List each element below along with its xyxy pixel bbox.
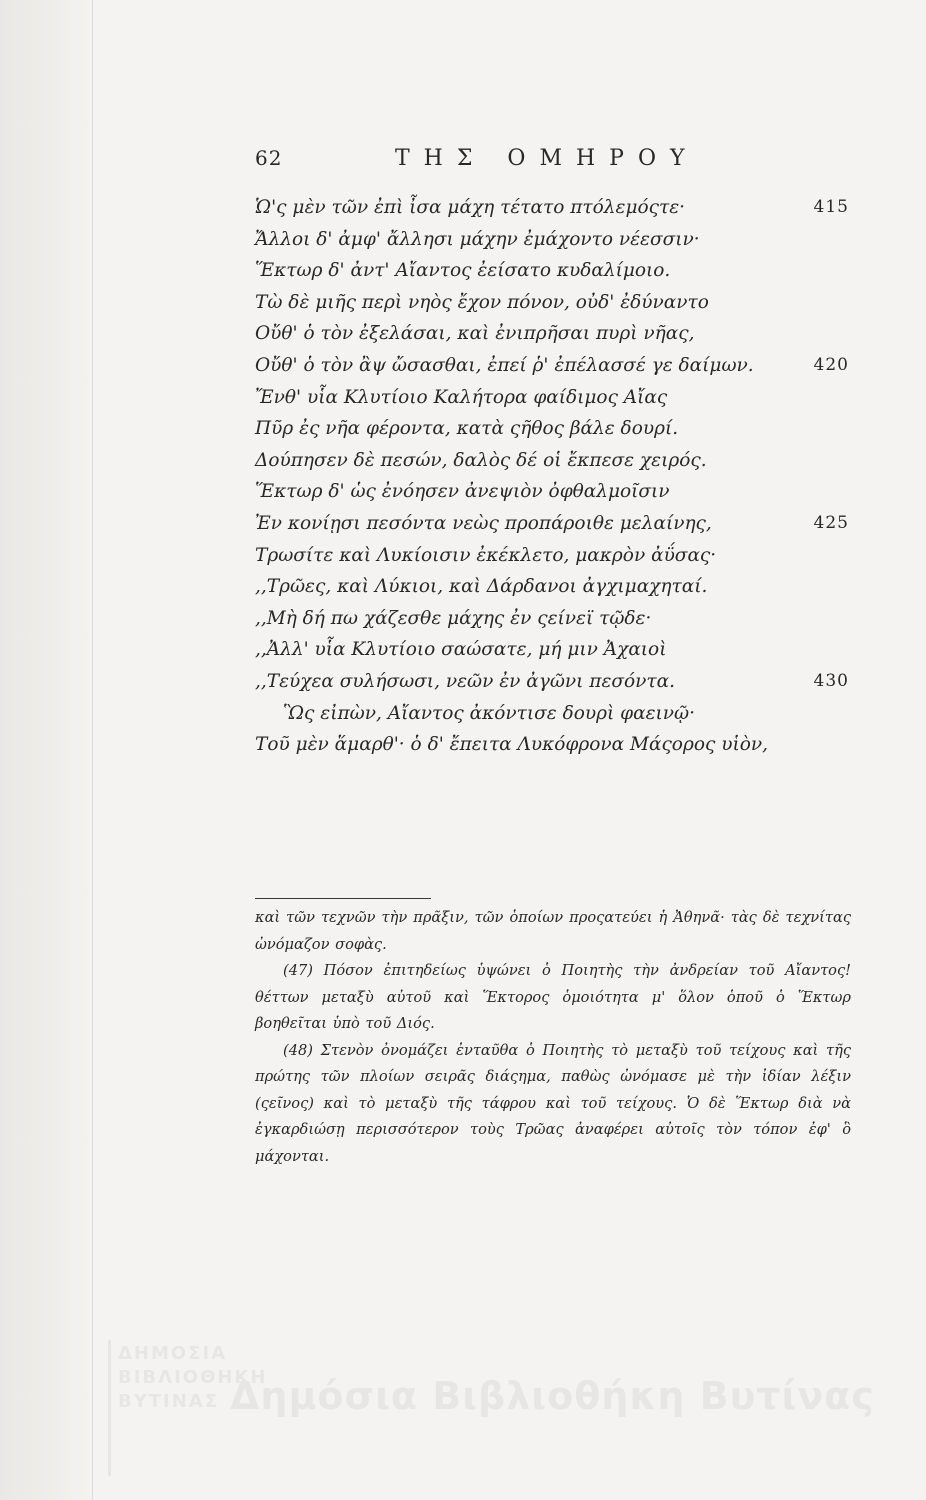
line-number: 430 (813, 670, 849, 691)
verse-line (255, 224, 855, 256)
verse-text: ,,Τεύχεα συλήσωσι, νεῶν ἐν ἀγῶνι πεσόντα. (255, 670, 675, 692)
verse-text: Ὣς εἰπὼν, Αἴαντος ἀκόντισε δουρὶ φαεινῷ· (283, 702, 695, 724)
page-gutter (0, 0, 92, 1500)
logo-line: ΒΥΤΙΝΑΣ (118, 1391, 220, 1412)
line-number: 415 (813, 197, 849, 217)
footnote-rule (255, 898, 431, 899)
verse-line (255, 540, 855, 572)
verse-text: Οὔθ' ὁ τὸν ἐξελάσαι, καὶ ἐνιπρῆσαι πυρὶ νῆας, (255, 323, 695, 345)
verse-text: ,,Ἀλλ' υἷα Κλυτίοιο σαώσατε, μή μιν Ἀχαιοὶ (255, 639, 667, 661)
footnote-48: (48) Στενὸν ὀνομάζει ἐνταῦθα ὁ Ποιητὴς τὸ μεταξὺ τοῦ τείχους καὶ τῆς πρώτης τῶν πλοίων σειρᾶς διάςημα, παθὼς ὠνόμασε μὲ τὴν ἰδίαν λέξιν (ςεῖνος) καὶ τὸ μεταξὺ τῆς τάφρου καὶ τοῦ τείχους. Ὁ δὲ Ἕκτωρ διὰ νὰ ἐγκαρδιώσῃ περισσότερον τοὺς Τρῶας ἀναφέρει αὐτοῖς τὸν τόπον ἐφ' ὃ μάχονται. (255, 1041, 851, 1165)
verse-line (255, 255, 855, 287)
verse-line (255, 729, 855, 761)
verse-line (255, 603, 855, 635)
line-number: 420 (813, 354, 849, 375)
running-head (255, 146, 855, 180)
library-watermark (0, 1343, 926, 1480)
verse-line (255, 666, 855, 698)
verse-text: ,,Τρῶες, καὶ Λύκιοι, καὶ Δάρδανοι ἀγχιμαχηταί. (255, 576, 708, 598)
library-logo-text (118, 1342, 268, 1414)
verse-block (255, 192, 855, 761)
verse-line (255, 287, 855, 319)
verse-line (255, 634, 855, 666)
verse-line (255, 476, 855, 508)
footnote-continuation: καὶ τῶν τεχνῶν τὴν πρᾶξιν, τῶν ὁποίων προςατεύει ἡ Ἀθηνᾶ· τὰς δὲ τεχνίτας ὠνόμαζον σοφὰς. (255, 909, 851, 953)
verse-line (255, 571, 855, 603)
verse-line (255, 382, 855, 414)
verse-text: Οὔθ' ὁ τὸν ἂψ ὤσασθαι, ἐπεί ῥ' ἐπέλασσέ γε δαίμων. (255, 354, 754, 376)
verse-line (255, 413, 855, 445)
footnote-47: (47) Πόσον ἐπιτηδείως ὑψώνει ὁ Ποιητὴς τὴν ἀνδρείαν τοῦ Αἴαντος! θέττων μεταξὺ αὐτοῦ καὶ Ἕκτορος ὁμοιότητα μ' ὅλον ὁποῦ ὁ Ἕκτωρ βοηθεῖται ὑπὸ τοῦ Διός. (255, 962, 851, 1032)
verse-text: Δούπησεν δὲ πεσών, δαλὸς δέ οἱ ἔκπεσε χειρός. (255, 449, 707, 471)
running-title: ΤΗΣ ΟΜΗΡΟΥ (395, 146, 699, 171)
verse-line (255, 318, 855, 350)
logo-line: ΒΙΒΛΙΟΘΗΚΗ (118, 1367, 268, 1388)
verse-text: Ἄλλοι δ' ἀμφ' ἄλλησι μάχην ἐμάχοντο νέεσσιν· (255, 228, 700, 250)
verse-text: ,,Μὴ δή πω χάζεσθε μάχης ἐν ςείνεϊ τῷδε· (255, 607, 652, 629)
verse-text: Τοῦ μὲν ἅμαρθ'· ὁ δ' ἔπειτα Λυκόφρονα Μάςορος υἱὸν, (255, 734, 768, 756)
page-number: 62 (255, 146, 283, 170)
gutter-line (92, 0, 93, 1500)
watermark-text: Δημόσια Βιβλιοθήκη Βυτίνας (230, 1374, 875, 1418)
verse-line (255, 350, 855, 382)
verse-text: Ὡ'ς μὲν τῶν ἐπὶ ἶσα μάχη τέτατο πτόλεμόςτε· (255, 197, 686, 218)
verse-text: Ἕκτωρ δ' ἀντ' Αἴαντος ἐείσατο κυδαλίμοιο. (255, 260, 671, 282)
verse-line (255, 192, 855, 224)
verse-line (255, 508, 855, 540)
verse-text: Ἐν κονίῃσι πεσόντα νεὼς προπάροιθε μελαίνης, (255, 512, 712, 534)
line-number: 425 (813, 512, 849, 533)
verse-text: Τὼ δὲ μιῆς περὶ νηὸς ἔχον πόνον, οὐδ' ἐδύναντο (255, 291, 709, 313)
verse-line (255, 445, 855, 477)
verse-text: Ἕκτωρ δ' ὡς ἐνόησεν ἀνεψιὸν ὀφθαλμοῖσιν (255, 481, 670, 503)
verse-line (255, 698, 855, 730)
verse-text: Τρωσίτε καὶ Λυκίοισιν ἐκέκλετο, μακρὸν ἀΰσας· (255, 544, 717, 566)
logo-line: ΔΗΜΟΣΙΑ (118, 1343, 228, 1364)
verse-text: Ἔνθ' υἷα Κλυτίοιο Καλήτορα φαίδιμος Αἴας (255, 386, 668, 408)
verse-text: Πῦρ ἐς νῆα φέροντα, κατὰ ςῆθος βάλε δουρί. (255, 418, 679, 440)
footnotes (255, 905, 851, 1170)
